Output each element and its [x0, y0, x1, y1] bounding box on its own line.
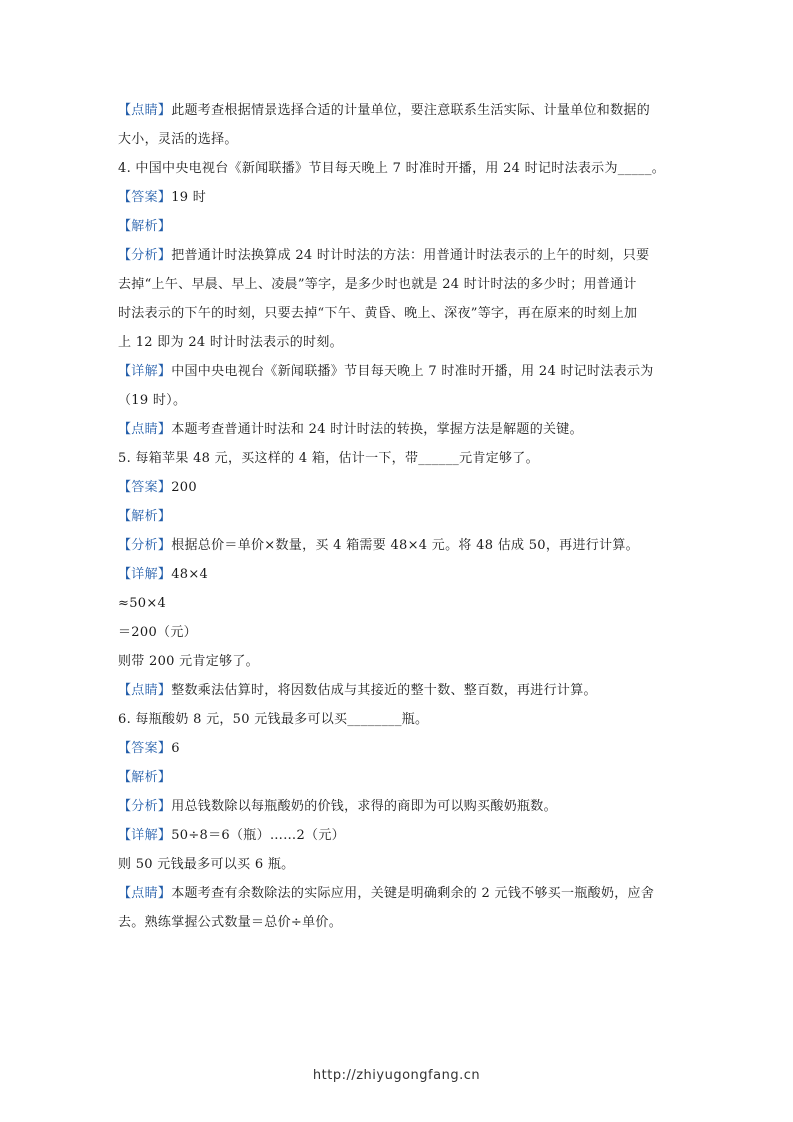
text-line: [118, 125, 678, 154]
text-line: [118, 589, 678, 618]
answer-line: [118, 183, 678, 212]
line-text: 48×4: [171, 567, 209, 582]
section-tag: 【解析】: [118, 509, 172, 524]
footer-url: http://zhiyugongfang.cn: [312, 1068, 481, 1083]
section-tag: 【点睛】: [118, 422, 172, 437]
line-text: 时法表示的下午的时刻，只要去掉“下午、黄昏、晚上、深夜”等字，再在原来的时刻上加: [118, 306, 638, 321]
text-line: [118, 821, 678, 850]
section-tag: 【详解】: [118, 828, 172, 843]
section-tag: 【答案】: [118, 741, 172, 756]
line-text: ≈50×4: [118, 596, 167, 611]
text-line: [118, 270, 678, 299]
text-line: [118, 560, 678, 589]
line-text: 6. 每瓶酸奶 8 元，50 元钱最多可以买________瓶。: [118, 712, 429, 727]
line-text: 中国中央电视台《新闻联播》节目每天晚上 7 时准时开播，用 24 时记时法表示为: [171, 364, 654, 379]
line-text: （19 时）。: [118, 393, 187, 408]
text-line: [118, 792, 678, 821]
section-tag: 【详解】: [118, 567, 172, 582]
line-text: 19 时: [171, 190, 207, 205]
line-text: 把普通计时法换算成 24 时计时法的方法：用普通计时法表示的上午的时刻，只要: [171, 248, 650, 263]
line-text: 大小，灵活的选择。: [118, 132, 238, 147]
text-line: [118, 531, 678, 560]
answer-line: [118, 734, 678, 763]
line-text: 本题考查有余数除法的实际应用，关键是明确剩余的 2 元钱不够买一瓶酸奶，应舍: [171, 886, 655, 901]
section-tag: 【点睛】: [118, 683, 172, 698]
text-line: [118, 908, 678, 937]
section-tag: 【解析】: [118, 219, 172, 234]
text-line: [118, 96, 678, 125]
line-text: 则带 200 元肯定够了。: [118, 654, 259, 669]
line-text: 此题考查根据情景选择合适的计量单位，要注意联系生活实际、计量单位和数据的: [171, 103, 651, 118]
line-text: 则 50 元钱最多可以买 6 瓶。: [118, 857, 295, 872]
text-line: [118, 415, 678, 444]
section-tag: 【详解】: [118, 364, 172, 379]
section-tag: 【答案】: [118, 190, 172, 205]
text-line: [118, 618, 678, 647]
answer-line: [118, 473, 678, 502]
line-text: 去掉“上午、早晨、早上、凌晨”等字，是多少时也就是 24 时计时法的多少时；用普通计: [118, 277, 637, 292]
section-tag: 【点睛】: [118, 886, 172, 901]
line-text: 上 12 即为 24 时计时法表示的时刻。: [118, 335, 343, 350]
line-text: 去。熟练掌握公式数量＝总价÷单价。: [118, 915, 342, 930]
section-tag: 【分析】: [118, 799, 172, 814]
text-line: [118, 357, 678, 386]
analysis-heading: [118, 763, 678, 792]
section-tag: 【分析】: [118, 248, 172, 263]
question-line: [118, 154, 678, 183]
analysis-heading: [118, 502, 678, 531]
line-text: 50÷8＝6（瓶）……2（元）: [171, 828, 345, 843]
text-line: [118, 241, 678, 270]
section-tag: 【答案】: [118, 480, 172, 495]
line-text: 用总钱数除以每瓶酸奶的价钱，求得的商即为可以购买酸奶瓶数。: [171, 799, 557, 814]
line-text: 6: [171, 741, 180, 756]
text-line: [118, 299, 678, 328]
line-text: 200: [171, 480, 197, 495]
text-line: [118, 647, 678, 676]
line-text: 4. 中国中央电视台《新闻联播》节目每天晚上 7 时准时开播，用 24 时记时法表示为_____。: [118, 161, 666, 176]
line-text: 本题考查普通计时法和 24 时计时法的转换，掌握方法是解题的关键。: [171, 422, 583, 437]
text-line: [118, 328, 678, 357]
text-line: [118, 879, 678, 908]
text-line: [118, 850, 678, 879]
analysis-heading: [118, 212, 678, 241]
section-tag: 【点睛】: [118, 103, 172, 118]
text-line: [118, 386, 678, 415]
line-text: 整数乘法估算时，将因数估成与其接近的整十数、整百数，再进行计算。: [171, 683, 597, 698]
section-tag: 【分析】: [118, 538, 172, 553]
section-tag: 【解析】: [118, 770, 172, 785]
line-text: 根据总价＝单价×数量，买 4 箱需要 48×4 元。将 48 估成 50，再进行计算。: [171, 538, 639, 553]
question-line: [118, 444, 678, 473]
text-line: [118, 676, 678, 705]
question-line: [118, 705, 678, 734]
document-body: [118, 96, 678, 937]
line-text: 5. 每箱苹果 48 元，买这样的 4 箱，估计一下，带______元肯定够了。: [118, 451, 539, 466]
line-text: ＝200（元）: [118, 625, 197, 640]
